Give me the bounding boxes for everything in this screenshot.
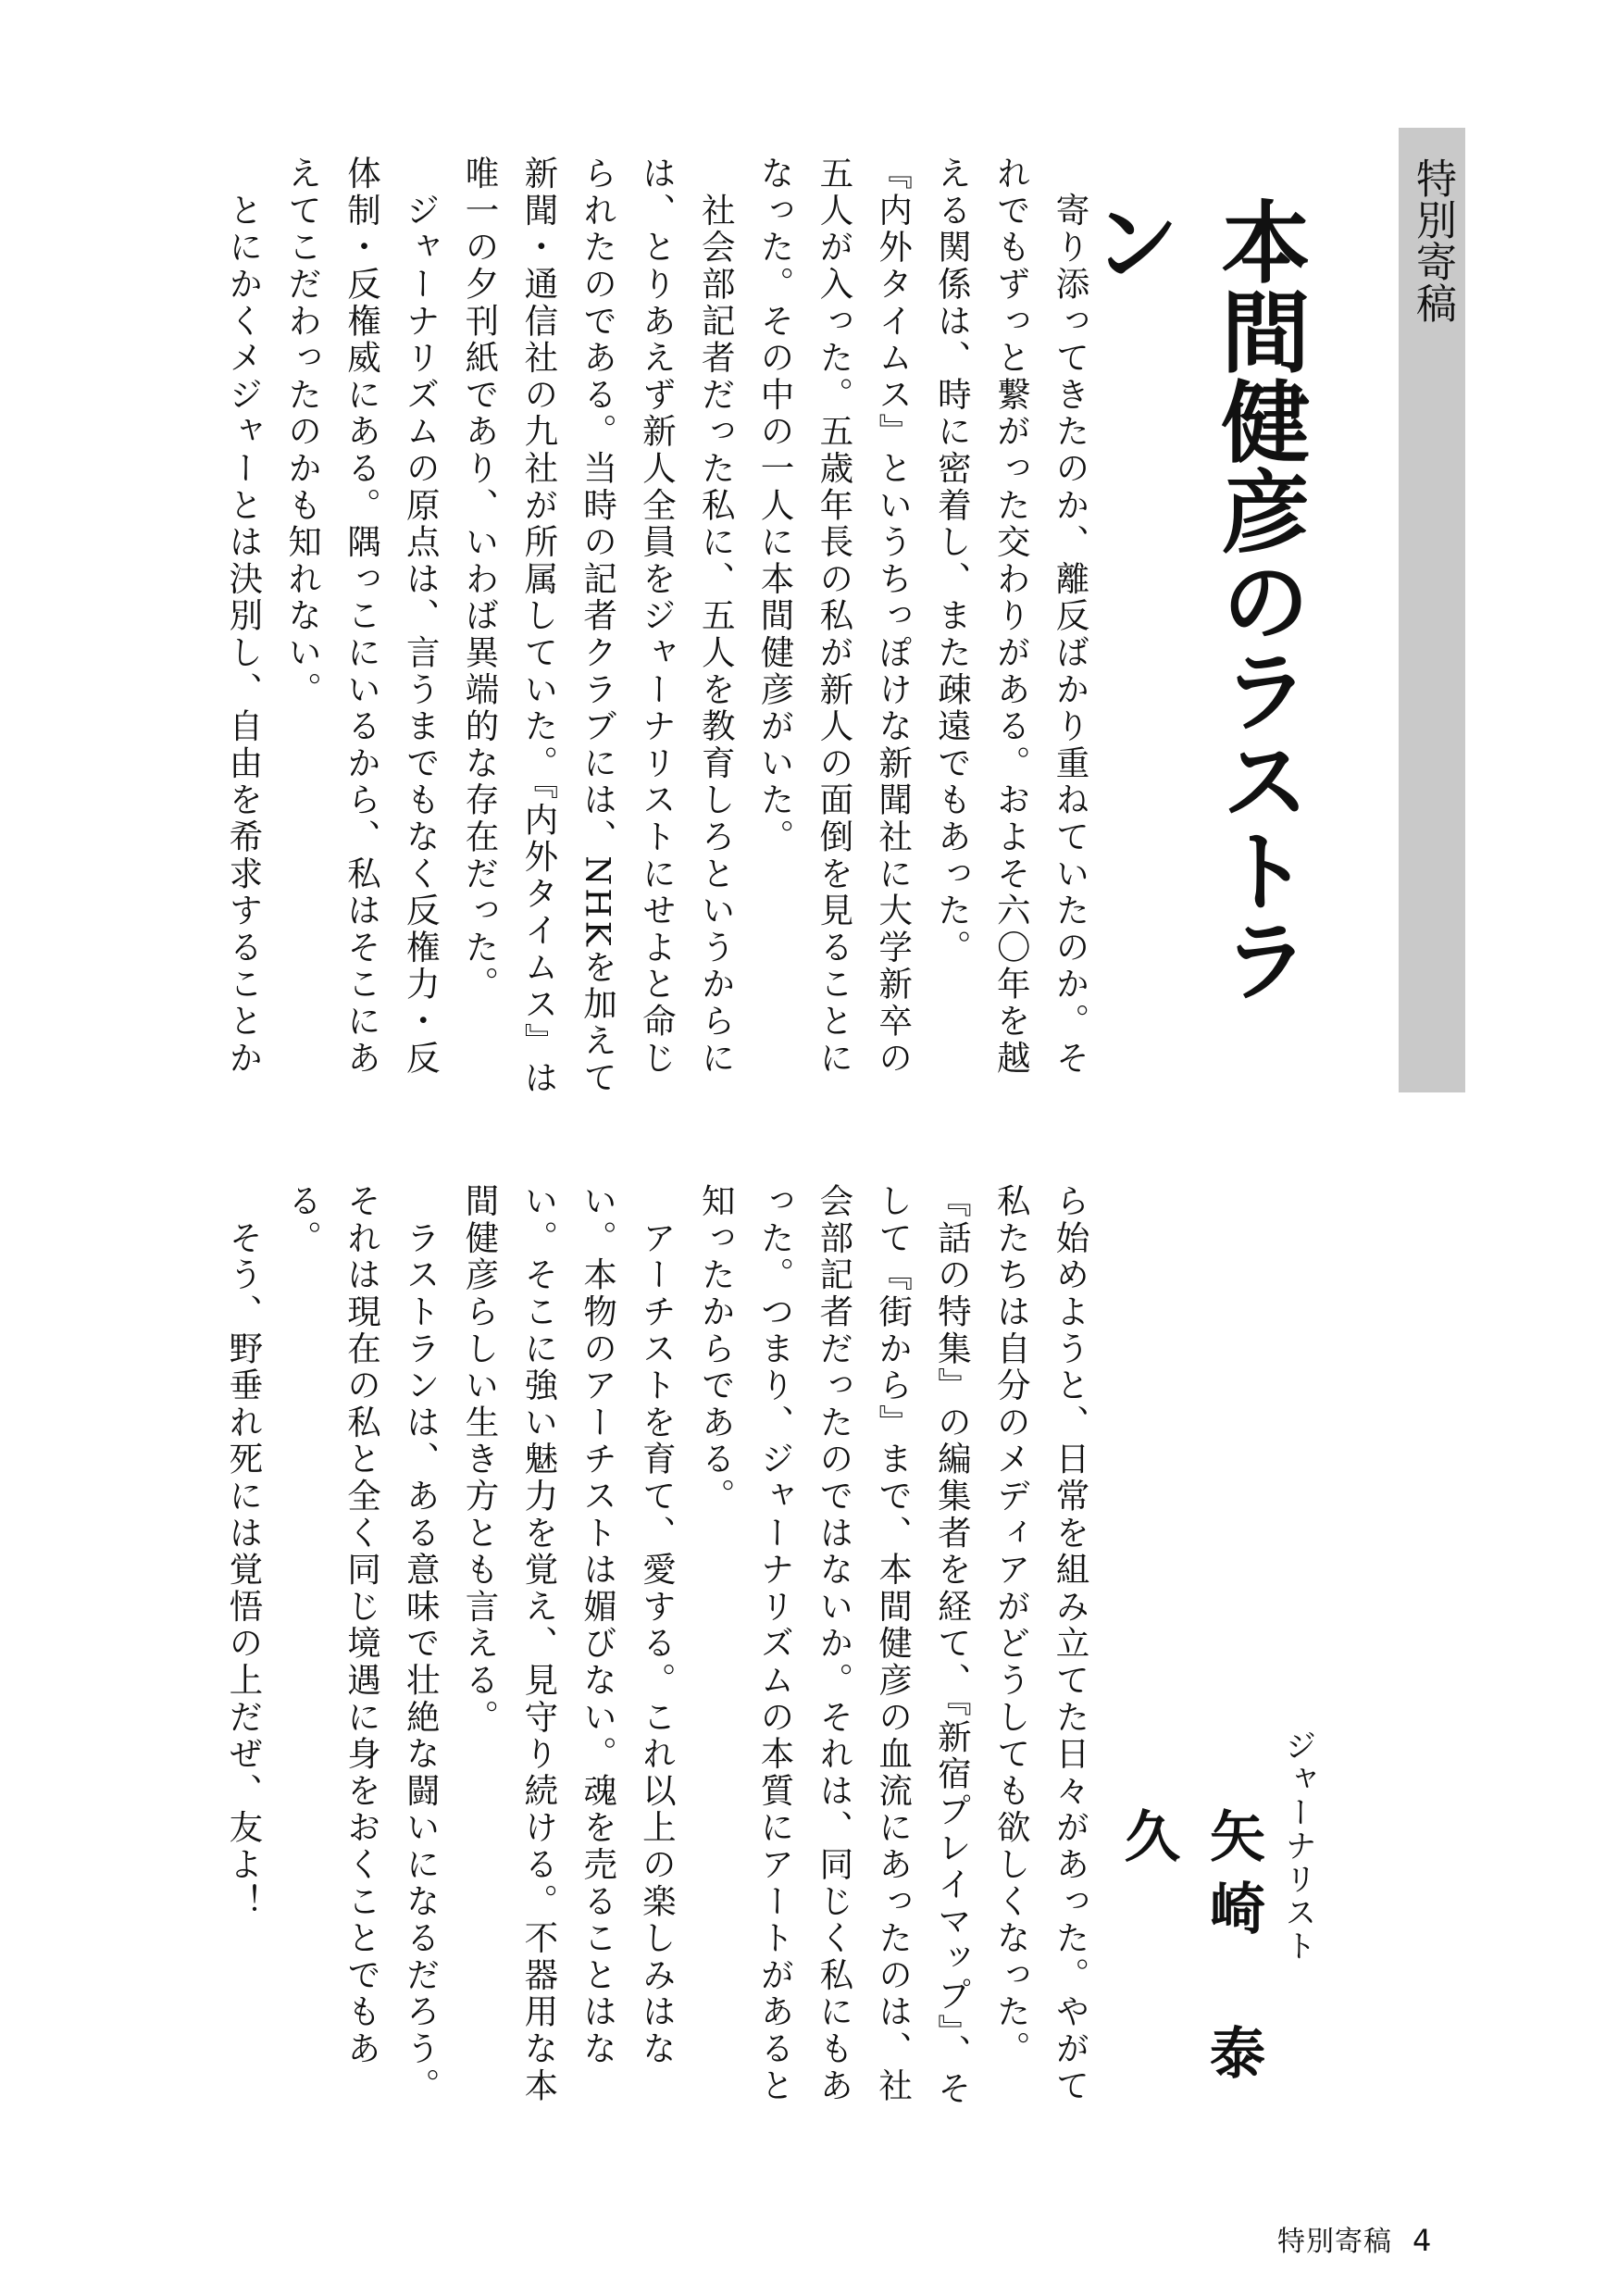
section-label: 特別寄稿 (1409, 157, 1456, 324)
page-footer (1277, 2213, 1555, 2268)
section-label-tab (1399, 128, 1465, 1092)
paragraph: ラストランは、ある意味で壮絶な闘いになるだろう。それは現在の私と全く同じ境遇に身をおくことでもある。 (282, 1183, 442, 2104)
paragraph: そう、野垂れ死には覚悟の上だぜ、友よ！ (223, 1183, 264, 1920)
author-name: 矢崎 泰久 (1115, 1807, 1265, 2096)
paragraph: 社会部記者だった私に、五人を教育しろというからには、とりあえず新人全員をジャーナリストにせよと命じられたのである。当時の記者クラブには、NHKを加えて新聞・通信社の九社が所属していた。『内外タイムス』は唯一の夕刊紙であり、いわば異端的な存在だった。 (460, 156, 737, 1097)
paragraph: ら始めようと、日常を組み立てた日々があった。やがて私たちは自分のメディアがどうしても欲しくなった。 (991, 1183, 1090, 2104)
paragraph: とにかくメジャーとは決別し、自由を希求することか (223, 156, 264, 1077)
paragraph: 『内外タイムス』というちっぽけな新聞社に大学新卒の五人が入った。五歳年長の私が新人の面倒を見ることになった。その中の一人に本間健彦がいた。 (755, 156, 914, 1077)
paragraph: アーチストを育て、愛する。これ以上の楽しみはない。本物のアーチストは媚びない。魂を売ることはない。そこに強い魅力を覚え、見守り続ける。不器用な本間健彦らしい生き方とも言える。 (460, 1183, 678, 2104)
paragraph: 寄り添ってきたのか、離反ばかり重ねていたのか。それでもずっと繋がった交わりがある。およそ六〇年を越える関係は、時に密着し、また疎遠でもあった。 (932, 156, 1090, 1077)
page-number: 4 (1413, 2223, 1432, 2258)
body-lower-block (118, 1183, 1100, 2137)
footer-section-label: 特別寄稿 (1277, 2226, 1392, 2258)
author-role: ジャーナリスト (1279, 1729, 1316, 1963)
article-title: 本間健彦のラストラン (1077, 196, 1312, 1004)
body-upper-block (118, 156, 1100, 1113)
paragraph: ジャーナリズムの原点は、言うまでもなく反権力・反体制・反権威にある。隅っこにいるから、私はそこにあえてこだわったのかも知れない。 (282, 156, 442, 1077)
paragraph: 『話の特集』の編集者を経て、『新宿プレイマップ』、そして『街から』まで、本間健彦の血流にあったのは、社会部記者だったのではないか。それは、同じく私にもあった。つまり、ジャーナリズムの本質にアートがあると知ったからである。 (696, 1183, 973, 2108)
